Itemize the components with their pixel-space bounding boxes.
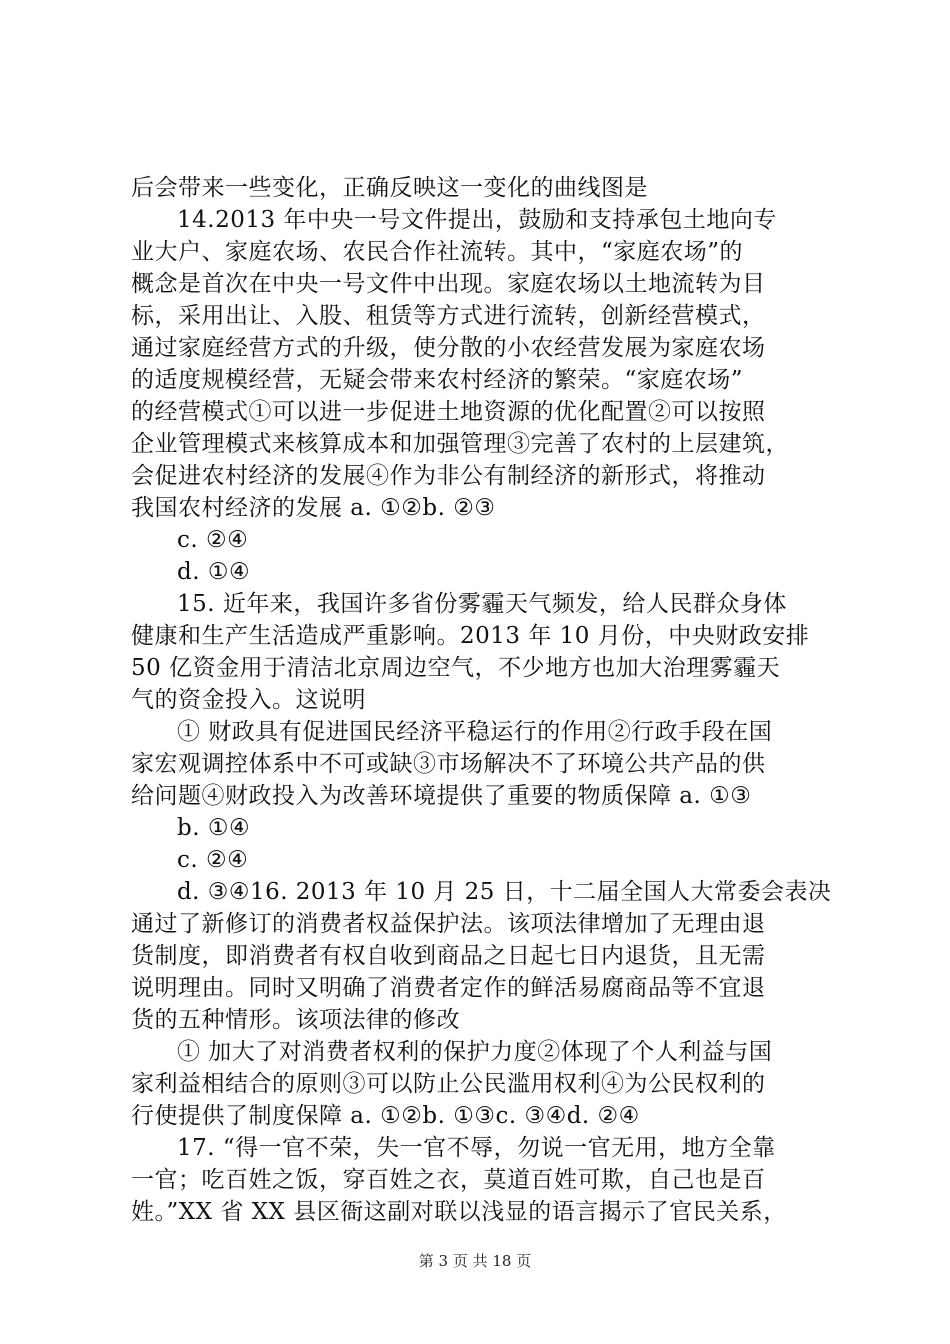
text-line: 姓。”XX 省 XX 县区衙这副对联以浅显的语言揭示了官民关系，	[131, 1199, 787, 1225]
text-line: 货的五种情形。该项法律的修改	[131, 1007, 460, 1033]
text-line: 通过了新修订的消费者权益保护法。该项法律增加了无理由退	[131, 911, 766, 937]
text-line: 企业管理模式来核算成本和加强管理③完善了农村的上层建筑，	[131, 431, 789, 457]
text-line: 50 亿资金用于清洁北京周边空气，不少地方也加大治理雾霾天	[131, 655, 781, 681]
text-line: ① 财政具有促进国民经济平稳运行的作用②行政手段在国	[177, 719, 773, 745]
text-line: 行使提供了制度保障 a. ①②b. ①③c. ③④d. ②④	[131, 1103, 640, 1129]
text-line: 14.2013 年中央一号文件提出，鼓励和支持承包土地向专	[177, 207, 777, 233]
text-line: b. ①④	[177, 815, 251, 841]
text-line: 概念是首次在中央一号文件中出现。家庭农场以土地流转为目	[131, 271, 766, 297]
text-line: 的适度规模经营，无疑会带来农村经济的繁荣。“家庭农场”	[131, 367, 744, 393]
text-line: d. ③④16. 2013 年 10 月 25 日，十二届全国人大常委会表决	[176, 879, 832, 905]
text-line: 给问题④财政投入为改善环境提供了重要的物质保障 a. ①③	[131, 783, 752, 809]
page-footer: 第 3 页 共 18 页	[418, 1252, 532, 1270]
text-line: 家宏观调控体系中不可或缺③市场解决不了环境公共产品的供	[131, 751, 766, 777]
text-line: 后会带来一些变化，正确反映这一变化的曲线图是	[131, 175, 648, 201]
text-line: d. ①④	[177, 559, 251, 585]
text-line: 货制度，即消费者有权自收到商品之日起七日内退货，且无需	[131, 943, 766, 969]
text-line: 说明理由。同时又明确了消费者定作的鲜活易腐商品等不宜退	[131, 975, 766, 1001]
text-line: 通过家庭经营方式的升级，使分散的小农经营发展为家庭农场	[131, 335, 766, 361]
text-line: 家利益相结合的原则③可以防止公民滥用权利④为公民权利的	[131, 1071, 766, 1097]
text-line: 15. 近年来，我国许多省份雾霾天气频发，给人民群众身体	[177, 591, 787, 617]
text-line: 的经营模式①可以进一步促进土地资源的优化配置②可以按照	[131, 399, 766, 425]
text-line: c. ②④	[177, 847, 249, 873]
text-line: 会促进农村经济的发展④作为非公有制经济的新形式，将推动	[131, 463, 766, 489]
text-line: 一官；吃百姓之饭，穿百姓之衣，莫道百姓可欺，自己也是百	[131, 1167, 766, 1193]
text-line: 健康和生产生活造成严重影响。2013 年 10 月份，中央财政安排	[131, 623, 810, 649]
text-line: 业大户、家庭农场、农民合作社流转。其中，“家庭农场”的	[131, 239, 744, 265]
text-line: c. ②④	[177, 527, 249, 553]
text-line: 气的资金投入。这说明	[131, 687, 366, 713]
text-line: 我国农村经济的发展 a. ①②b. ②③	[131, 495, 496, 521]
document-body	[131, 172, 831, 1228]
text-line: 标，采用出让、入股、租赁等方式进行流转，创新经营模式，	[131, 303, 766, 329]
text-line: ① 加大了对消费者权利的保护力度②体现了个人利益与国	[177, 1039, 773, 1065]
text-line: 17. “得一官不荣，失一官不辱，勿说一官无用，地方全靠	[177, 1135, 776, 1161]
